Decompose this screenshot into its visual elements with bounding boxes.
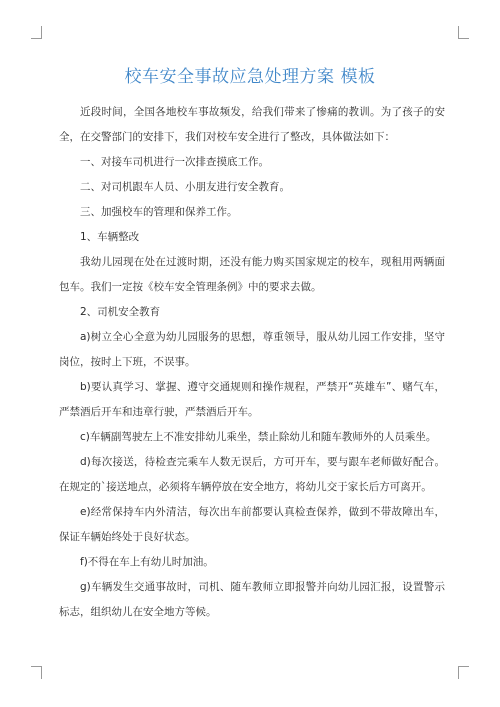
paragraph-intro: 近段时间，全国各地校车事故频发，给我们带来了惨痛的教训。为了孩子的安全，在交警部门的安排下，我们对校车安全进行了整改，具体做法如下：	[59, 106, 445, 143]
crop-mark-bottom-right	[458, 666, 469, 679]
section-heading-driver: 2、司机安全教育	[80, 306, 161, 318]
paragraph-e: e)经常保持车内外清洁，每次出车前都要认真检查保养，做到不带故障出车，保证车辆始终处于良好状态。	[59, 506, 445, 543]
document-body	[59, 100, 445, 625]
section-heading-vehicle: 1、车辆整改	[80, 231, 140, 243]
paragraph-d: d)每次接送，待检查完乘车人数无误后，方可开车，要与跟车老师做好配合。在规定的`接送地点，必须将车辆停放在安全地方，将幼儿交于家长后方可离开。	[59, 456, 445, 493]
paragraph-c: c)车辆副驾驶左上不准安排幼儿乘坐，禁止除幼儿和随车教师外的人员乘坐。	[80, 431, 437, 443]
paragraph-item-1: 一、对接车司机进行一次排查摸底工作。	[80, 156, 269, 168]
paragraph-b: b)要认真学习、掌握、遵守交通规则和操作规程，严禁开“英雄车”、赌气车，严禁酒后开车和违章行驶，严禁酒后开车。	[59, 381, 445, 418]
crop-mark-top-right	[458, 26, 469, 39]
crop-mark-bottom-left	[31, 666, 42, 679]
paragraph-item-2: 二、对司机跟车人员、小朋友进行安全教育。	[80, 181, 290, 193]
crop-mark-top-left	[31, 26, 42, 39]
document-title: 校车安全事故应急处理方案 模板	[124, 67, 376, 87]
paragraph-vehicle: 我幼儿园现在处在过渡时期，还没有能力购买国家规定的校车，现租用两辆面包车。我们一定按《校车安全管理条例》中的要求去做。	[59, 256, 445, 293]
paragraph-g: g)车辆发生交通事故时，司机、随车教师立即报警并向幼儿园汇报，设置警示标志，组织幼儿在安全地方等候。	[59, 581, 445, 618]
paragraph-f: f)不得在车上有幼儿时加油。	[80, 556, 214, 568]
paragraph-item-3: 三、加强校车的管理和保养工作。	[80, 206, 238, 218]
paragraph-a: a)树立全心全意为幼儿园服务的思想，尊重领导，服从幼儿园工作安排，坚守岗位，按时上下班，不误事。	[59, 331, 445, 368]
